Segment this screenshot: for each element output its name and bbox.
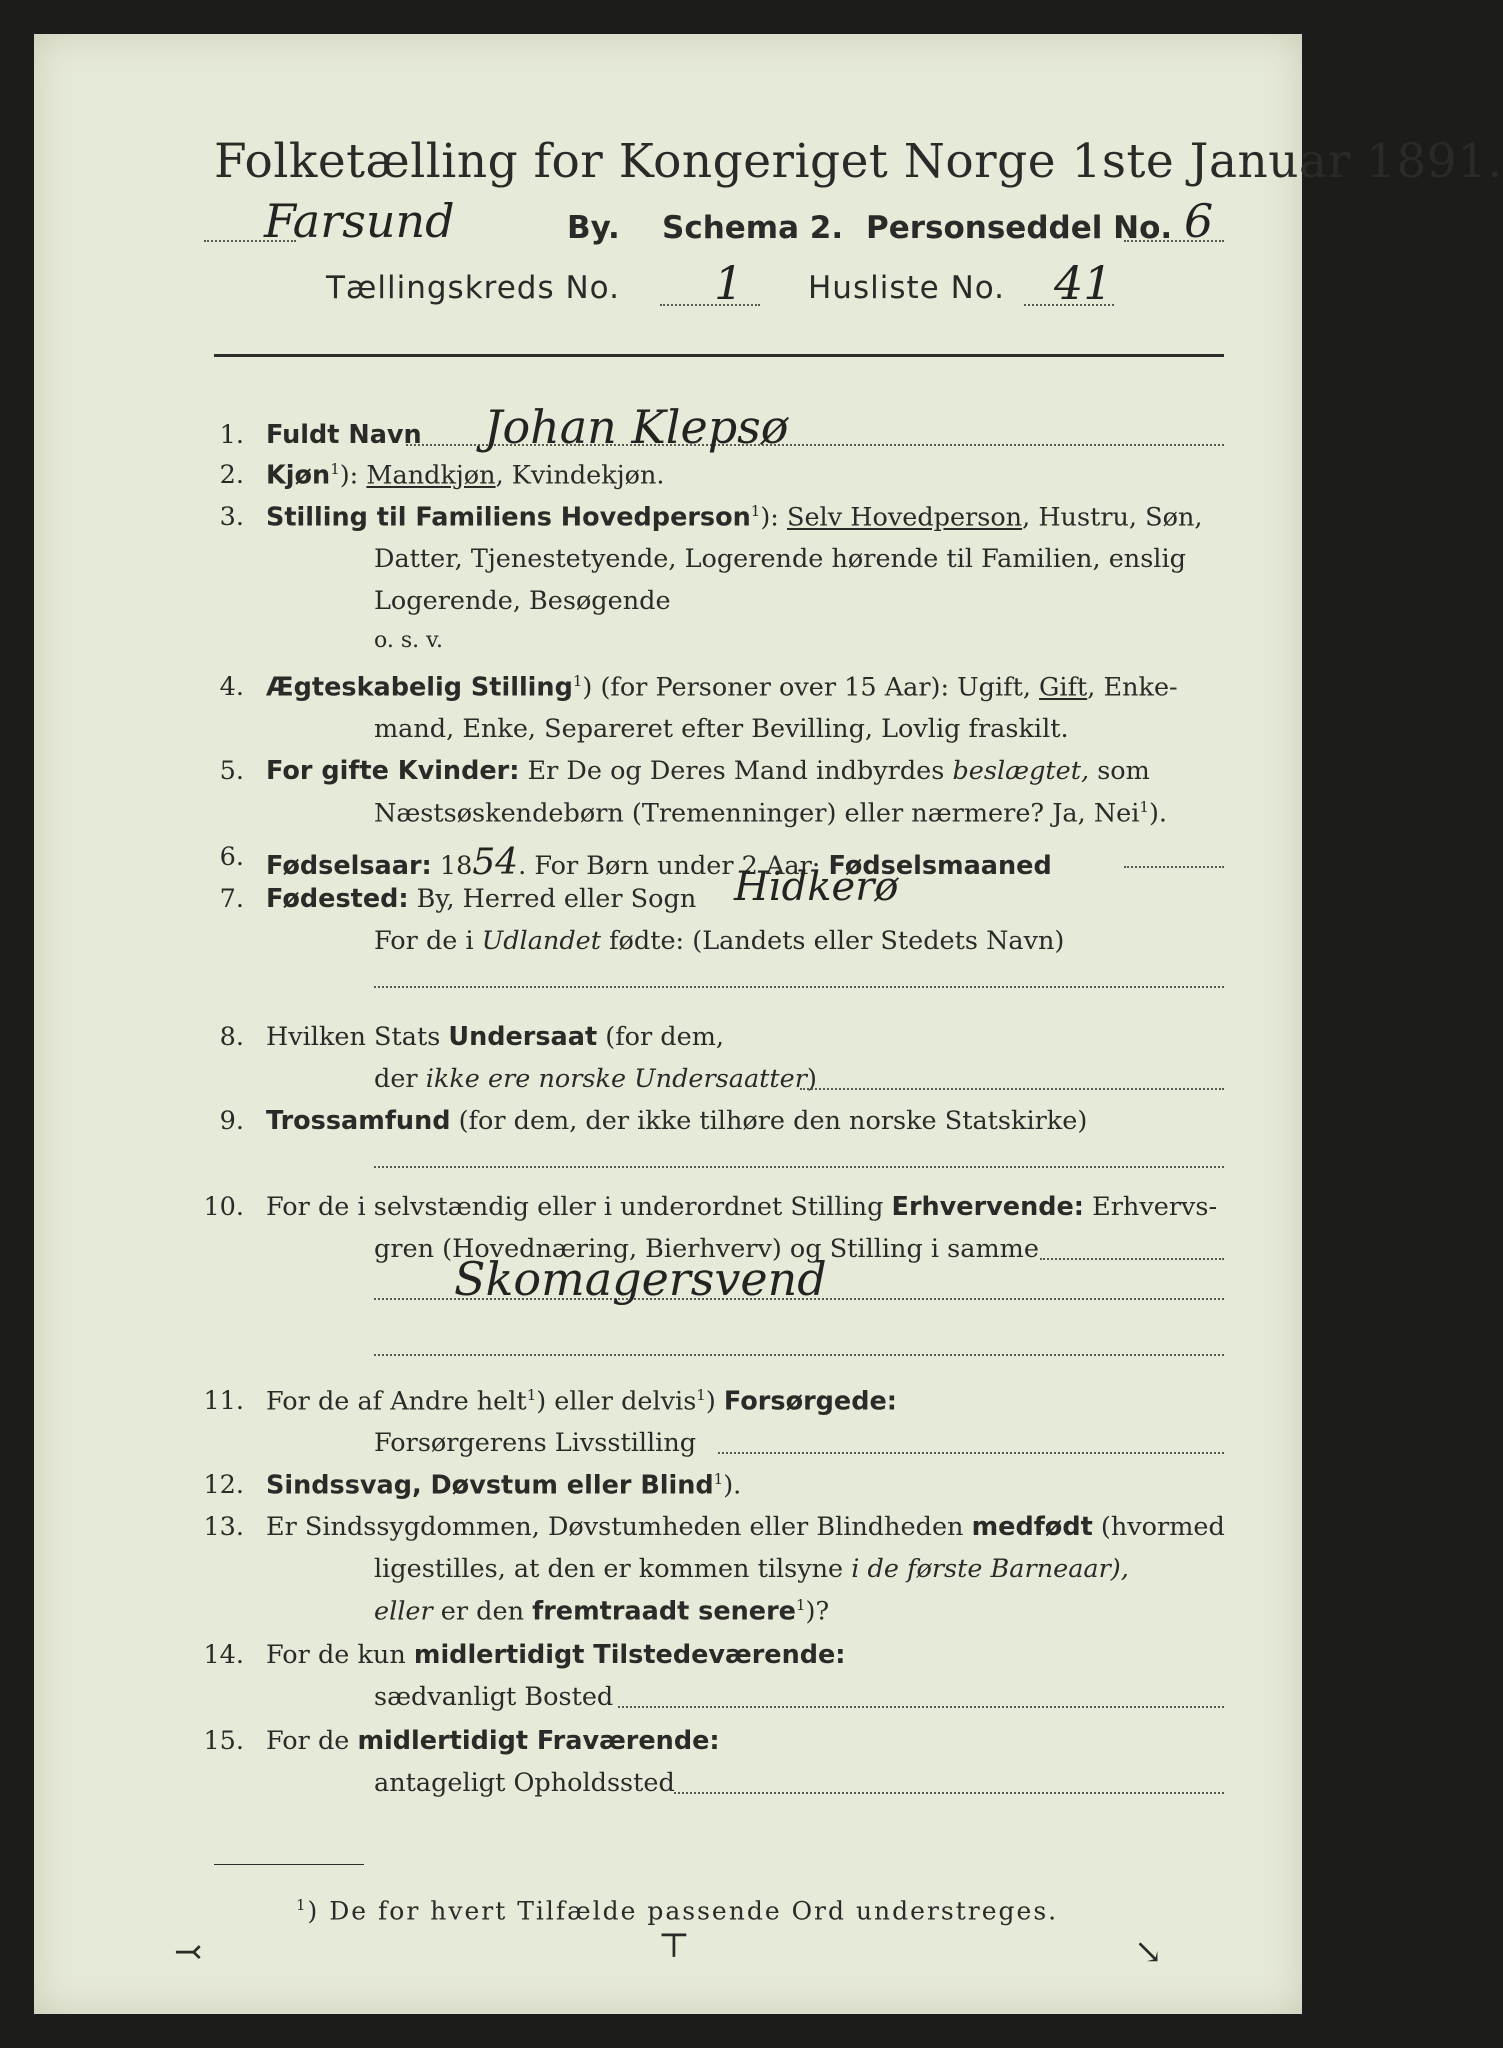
dependents-text-b: ) eller delvis xyxy=(536,1386,697,1417)
citizenship-line2-italic: ikke ere norske Undersaatter xyxy=(425,1064,807,1094)
congenital-label: medfødt xyxy=(971,1512,1093,1542)
marital-status-text-b: , Enke- xyxy=(1087,672,1178,703)
temp-absent-row xyxy=(266,1726,720,1756)
occupation-text-b: Erhvervs- xyxy=(1084,1192,1218,1222)
city-handwritten: Farsund xyxy=(264,194,455,248)
census-form-page xyxy=(34,34,1503,2014)
congenital-line2-a: ligestilles, at den er kommen tilsyne xyxy=(374,1554,852,1584)
occupation-text-a: For de i selvstændig eller i underordnet Stilling xyxy=(266,1192,892,1222)
item-number: 5. xyxy=(219,756,244,786)
married-women-line2-row xyxy=(374,798,1167,829)
birth-year-prefix: 18 xyxy=(431,851,473,881)
husliste-label: Husliste No. xyxy=(808,270,1006,306)
congenital-row xyxy=(266,1512,1225,1542)
birthplace-text: By, Herred eller Sogn xyxy=(408,884,697,914)
birth-year-value: 54 xyxy=(472,842,519,883)
gender-option-male: Mandkjøn xyxy=(366,460,496,491)
family-position-row xyxy=(266,502,1203,533)
footnote-rule xyxy=(214,1864,364,1865)
form-title: Folketælling for Kongeriget Norge 1ste Januar 1891. xyxy=(214,134,1503,189)
congenital-line3-b: )? xyxy=(805,1596,830,1627)
married-women-italic: beslægtet, xyxy=(952,756,1090,786)
dependents-dots xyxy=(718,1452,1224,1454)
dependents-label: Forsørgede: xyxy=(723,1386,897,1417)
personseddel-dots xyxy=(1124,240,1224,242)
header-rule xyxy=(214,354,1224,357)
item-number: 3. xyxy=(219,502,244,532)
married-women-line2: Næstsøskendebørn (Tremenninger) eller nærmere? Ja, Nei xyxy=(374,798,1140,829)
religion-label: Trossamfund xyxy=(266,1106,451,1136)
congenital-line3-italic: eller xyxy=(374,1596,433,1627)
congenital-line3-a: er den xyxy=(432,1596,533,1627)
footnote-text: ) De for hvert Tilfælde passende Ord understreges. xyxy=(307,1896,1059,1926)
marital-status-row xyxy=(266,672,1178,703)
congenital-line2-row xyxy=(374,1554,1129,1584)
dependents-text-c: ) xyxy=(705,1386,724,1417)
birth-month-dots xyxy=(1124,866,1224,868)
husliste-number: 41 xyxy=(1054,256,1113,310)
congenital-line3-sup: 1 xyxy=(795,1596,806,1614)
item-number: 2. xyxy=(219,460,244,490)
birth-month-label: Fødselsmaaned xyxy=(828,851,1052,881)
disability-row xyxy=(266,1470,741,1501)
religion-row xyxy=(266,1106,1087,1136)
taellingskreds-label: Tællingskreds No. xyxy=(326,270,620,306)
item-number: 1. xyxy=(219,420,244,450)
item-number: 14. xyxy=(203,1640,244,1670)
family-position-label: Stilling til Familiens Hovedperson xyxy=(266,502,751,533)
footnote-row xyxy=(296,1896,1058,1925)
dependents-text-a: For de af Andre helt xyxy=(266,1386,527,1417)
temp-present-line2: sædvanligt Bosted xyxy=(374,1682,614,1712)
married-women-label: For gifte Kvinder: xyxy=(266,756,520,786)
occupation-row xyxy=(266,1192,1217,1222)
full-name-value: Johan Klepsø xyxy=(484,400,789,454)
married-women-line2-end: ). xyxy=(1148,798,1168,829)
birthplace-abroad-a: For de i xyxy=(374,926,482,956)
temp-absent-text-a: For de xyxy=(266,1726,358,1756)
item-number: 8. xyxy=(219,1022,244,1052)
personseddel-label: Personseddel No. xyxy=(866,210,1173,246)
birth-year-text: . For Børn under 2 Aar: xyxy=(518,851,829,881)
dependents-sup2: 1 xyxy=(696,1386,706,1404)
occupation-line2-dots xyxy=(1040,1258,1224,1260)
temp-present-row xyxy=(266,1640,846,1670)
birthplace-value: Hidkerø xyxy=(734,864,899,910)
birthplace-abroad-italic: Udlandet xyxy=(481,926,601,956)
citizenship-line2-b: ) xyxy=(806,1064,817,1094)
family-position-line4: o. s. v. xyxy=(374,628,443,653)
taellingskreds-dots xyxy=(660,304,760,306)
disability-sup: 1 xyxy=(713,1470,724,1488)
temp-absent-label: midlertidigt Fraværende: xyxy=(357,1726,720,1756)
registration-mark-left: ⤙ xyxy=(174,1932,203,1972)
temp-absent-line2: antageligt Opholdssted xyxy=(374,1768,675,1798)
gender-text-b: , Kvindekjøn. xyxy=(495,460,665,491)
gender-sup: 1 xyxy=(330,460,340,478)
taellingskreds-number: 1 xyxy=(714,256,744,310)
item-number: 11. xyxy=(203,1386,244,1416)
gender-label: Kjøn xyxy=(266,460,331,491)
occupation-value: Skomagersvend xyxy=(454,1252,827,1306)
item-number: 4. xyxy=(219,672,244,702)
birthplace-label: Fødested: xyxy=(266,884,409,914)
item-number: 9. xyxy=(219,1106,244,1136)
gender-text-a: ): xyxy=(339,460,367,491)
marital-status-selected: Gift xyxy=(1039,672,1088,703)
congenital-text-b: (hvormed xyxy=(1092,1512,1225,1542)
personseddel-number: 6 xyxy=(1184,194,1214,248)
citizenship-line2-row xyxy=(374,1064,817,1094)
married-women-text-a: Er De og Deres Mand indbyrdes xyxy=(519,756,953,786)
birthplace-abroad-b: fødte: (Landets eller Stedets Navn) xyxy=(601,926,1065,956)
family-position-text-b: , Hustru, Søn, xyxy=(1022,502,1203,533)
temp-present-label: midlertidigt Tilstedeværende: xyxy=(413,1640,846,1670)
temp-present-dots xyxy=(618,1706,1224,1708)
religion-dots xyxy=(374,1166,1224,1168)
temp-present-text-a: For de kun xyxy=(266,1640,414,1670)
occupation-extra-dots xyxy=(374,1354,1224,1356)
footnote-sup: 1 xyxy=(296,1896,308,1914)
city-suffix: By. xyxy=(567,210,620,246)
family-position-line3: Logerende, Besøgende xyxy=(374,586,671,616)
congenital-line3-label: fremtraadt senere xyxy=(532,1596,796,1627)
registration-mark-center: ⊤ xyxy=(658,1926,690,1966)
congenital-text-a: Er Sindssygdommen, Døvstumheden eller Blindheden xyxy=(266,1512,972,1542)
birthplace-row xyxy=(266,884,696,914)
item-number: 12. xyxy=(203,1470,244,1500)
family-position-selected: Selv Hovedperson xyxy=(787,502,1023,533)
birth-year-label: Fødselsaar: xyxy=(266,851,432,881)
religion-text: (for dem, der ikke tilhøre den norske Statskirke) xyxy=(450,1106,1088,1136)
marital-status-text-a: ) (for Personer over 15 Aar): Ugift, xyxy=(582,672,1040,703)
schema-label: Schema 2. xyxy=(662,210,844,246)
dependents-line2: Forsørgerens Livsstilling xyxy=(374,1428,697,1458)
marital-status-label: Ægteskabelig Stilling xyxy=(266,672,573,703)
citizenship-label: Undersaat xyxy=(448,1022,598,1052)
married-women-text-b: som xyxy=(1089,756,1150,786)
citizenship-dots xyxy=(800,1088,1224,1090)
birthplace-abroad-dots xyxy=(374,986,1224,988)
dependents-sup1: 1 xyxy=(526,1386,537,1404)
congenital-line2-italic: i de første Barneaar), xyxy=(851,1554,1129,1584)
item-number: 6. xyxy=(219,842,244,872)
disability-text: ). xyxy=(723,1470,742,1501)
married-women-line2-sup: 1 xyxy=(1139,798,1149,816)
citizenship-text-b: (for dem, xyxy=(597,1022,725,1052)
citizenship-row xyxy=(266,1022,724,1052)
birthplace-abroad-row xyxy=(374,926,1064,956)
family-position-text-a: ): xyxy=(760,502,787,533)
married-women-row xyxy=(266,756,1150,786)
marital-status-sup: 1 xyxy=(572,672,583,690)
occupation-line2: gren (Hovednæring, Bierhverv) og Stilling i samme xyxy=(374,1234,1039,1264)
item-number: 13. xyxy=(203,1512,244,1542)
disability-label: Sindssvag, Døvstum eller Blind xyxy=(266,1470,714,1501)
item-number: 7. xyxy=(219,884,244,914)
occupation-label: Erhvervende: xyxy=(891,1192,1084,1222)
marital-status-line2: mand, Enke, Separeret efter Bevilling, Lovlig fraskilt. xyxy=(374,714,1069,744)
citizenship-line2-a: der xyxy=(374,1064,426,1094)
temp-absent-dots xyxy=(674,1792,1224,1794)
family-position-line2: Datter, Tjenestetyende, Logerende hørende til Familien, enslig xyxy=(374,544,1186,574)
congenital-line3-row xyxy=(374,1596,829,1627)
registration-mark-right: ↘ xyxy=(1134,1932,1163,1972)
item-number: 15. xyxy=(203,1726,244,1756)
full-name-label: Fuldt Navn xyxy=(266,420,422,450)
dependents-row xyxy=(266,1386,897,1417)
citizenship-text-a: Hvilken Stats xyxy=(266,1022,449,1052)
birth-year-row xyxy=(266,842,1052,883)
item-number: 10. xyxy=(203,1192,244,1222)
family-position-sup: 1 xyxy=(750,502,761,520)
gender-row xyxy=(266,460,665,491)
